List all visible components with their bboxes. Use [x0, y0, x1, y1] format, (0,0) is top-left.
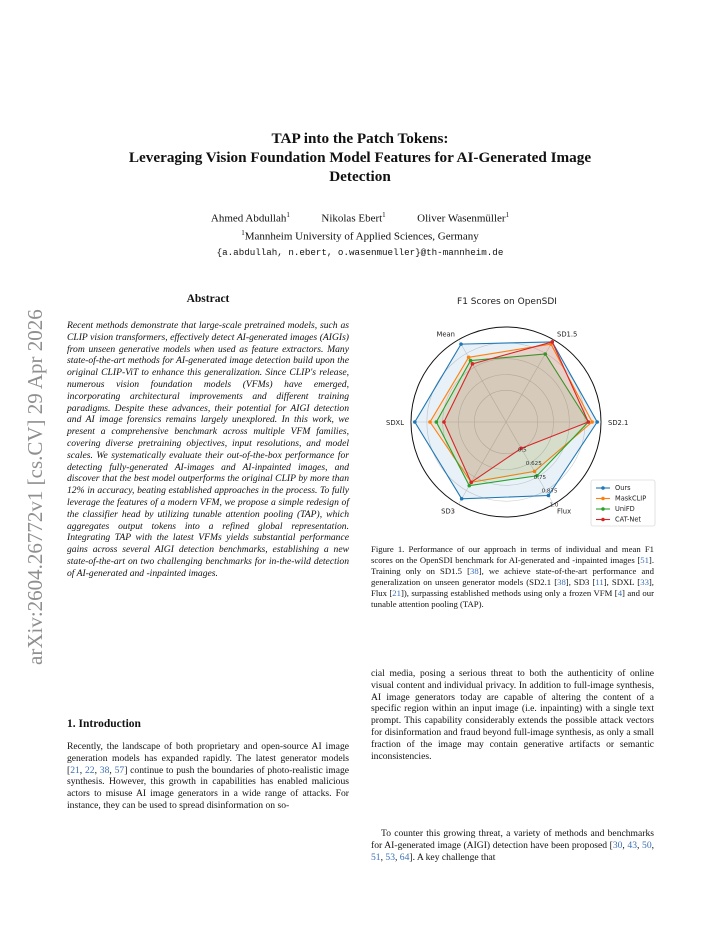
radial-tick-label: 0.625	[525, 461, 542, 468]
citation-link[interactable]: 50	[642, 839, 652, 851]
paper-title	[90, 129, 630, 186]
radial-tick-label: 0.875	[541, 488, 558, 495]
author-list: Ahmed Abdullah$^1$ Nikolas Ebert$^1$ Oliver Wasenmüller$^1$	[210, 211, 510, 225]
legend-marker	[601, 486, 605, 490]
citation-link[interactable]: 21	[70, 764, 80, 776]
figure-caption: Figure 1. Performance of our approach in terms of individual and mean F1 scores on the OpenSDI benchmark for AI-generated and -inpainted images [51]. Training only on SD1.5 [38], we achieve state-of-the-art performance and generalization on unseen generator models (SD2.1 [38], SD3 [11], SDXL [33], Flux [21]), surpassing established methods using only a frozen VFM [4] and our tunable attention pooling (TAP).	[371, 544, 654, 609]
citation-link[interactable]: 38	[470, 566, 479, 576]
radial-tick-label: 0.75	[533, 474, 547, 481]
data-point	[413, 420, 417, 424]
citation-link[interactable]: 21	[392, 588, 401, 598]
data-point	[587, 420, 591, 424]
data-point	[442, 420, 446, 424]
legend-label: UniFD	[615, 505, 635, 514]
citation-link[interactable]: 51	[371, 851, 381, 863]
citation-link[interactable]: 57	[114, 764, 125, 776]
data-point	[467, 484, 471, 488]
title-line-2: Leveraging Vision Foundation Model Features for AI-Generated Image	[128, 149, 592, 166]
radial-tick-label: 1.0	[549, 502, 559, 509]
axis-label: SD1.5	[557, 330, 578, 339]
axis-label: SD3	[441, 507, 455, 516]
author-1: Ahmed Abdullah	[210, 212, 287, 225]
data-point	[459, 342, 463, 346]
legend-label: Ours	[615, 484, 631, 493]
data-point	[460, 497, 464, 501]
citation-link[interactable]: 53	[385, 851, 395, 863]
chart-legend	[591, 480, 655, 526]
axis-label: Flux	[557, 507, 572, 516]
legend-label: CAT-Net	[615, 515, 641, 524]
author-2: Nikolas Ebert	[321, 212, 383, 225]
citation-link[interactable]: 11	[595, 577, 604, 587]
arxiv-id-text: arXiv:2604.26772v1 [cs.CV] 29 Apr 2026	[23, 309, 47, 665]
citation-link[interactable]: 43	[627, 839, 638, 851]
data-point	[590, 420, 594, 424]
affiliation-text: Mannheim University of Applied Sciences, Germany	[244, 230, 479, 243]
radar-chart	[355, 290, 670, 530]
data-point	[595, 420, 599, 424]
citation-link[interactable]: 38	[99, 764, 110, 776]
intro-paragraph-1-continued: cial media, posing a serious threat to both the authenticity of online visual content and individual privacy. In addition to full-image synthesis, AI image generators today are capable of altering the content of a specific region within an input image (i.e. inpainting) with a single text prompt. This capability considerably extends the possible attack vectors for disinformation and fraud beyond full-image synthesis, as only a small fraction of the image may contain generative artifacts or semantic inconsistencies.	[371, 668, 654, 762]
intro-paragraph-2: To counter this growing threat, a variety of methods and benchmarks for AI-generated image (AIGI) detection have been proposed [30, 43, 50, 51, 53, 64]. A key challenge that	[371, 828, 655, 863]
title-line-1: TAP into the Patch Tokens:	[271, 130, 449, 147]
citation-link[interactable]: 4	[617, 588, 623, 598]
data-point	[550, 340, 554, 344]
author-3: Oliver Wasenmüller	[417, 212, 506, 225]
legend-marker	[601, 507, 605, 511]
citation-link[interactable]: 30	[612, 839, 623, 851]
intro-paragraph-1: Recently, the landscape of both proprietary and open-source AI image generation models has expanded rapidly. The latest generator models [21, 22, 38, 57] continue to push the boundaries of photo-realistic image synthesis. However, this growth in capabilities has enabled malicious actors to misuse AI image generators in a wide range of attacks. For instance, they can be used to spread disinformation on so-	[67, 741, 350, 811]
axis-label: SDXL	[386, 419, 404, 427]
abstract-text: Recent methods demonstrate that large-scale pretrained models, such as CLIP vision transformers, effectively detect AI-generated images (AIGIs) from unseen generative models when used as feature extractors. Many state-of-the-art methods for AI-generated image detection build upon the original CLIP-ViT to enhance this generalization. Since CLIP's release, numerous vision foundation models (VFMs) have emerged, incorporating architectural improvements and different training paradigms. Despite these advances, their potential for AIGI detection and AI image forensics remains largely unexplored. In this work, we present a comprehensive benchmark across multiple VFM families, covering diverse pretraining objectives, input resolutions, and model scales. We systematically evaluate their out-of-the-box performance for detecting fully-generated AI-images and AI-inpainted images, and discover that the best model outperforms the original CLIP by more than 12% in accuracy, beating established approaches in the process. To fully leverage the features of a modern VFM, we propose a simple redesign of the classifier head by utilizing tunable attention pooling (TAP), which aggregates output tokens into a refined global representation. Integrating TAP with the latest VFMs yields substantial performance gains across several AIGI detection benchmarks, establishing a new state-of-the-art on two challenging benchmarks for in-the-wild detection of AI-generated and -inpainted images.	[67, 320, 349, 579]
chart-title: F1 Scores on OpenSDI	[457, 297, 557, 307]
section-heading-introduction: 1. Introduction	[67, 718, 141, 730]
data-point	[435, 420, 439, 424]
data-point	[469, 481, 473, 485]
axis-label: SD2.1	[608, 419, 629, 427]
radial-tick-label: 0.5	[517, 447, 527, 454]
citation-link[interactable]: 22	[85, 764, 95, 776]
legend-marker	[601, 518, 605, 522]
data-point	[471, 362, 475, 366]
legend-label: MaskCLIP	[615, 494, 647, 503]
title-line-3: Detection	[329, 168, 391, 185]
citation-link[interactable]: 38	[557, 577, 566, 587]
author-emails: {a.abdullah, n.ebert, o.wasenmueller}@th-mannheim.de	[216, 247, 504, 258]
abstract-heading: Abstract	[186, 293, 230, 305]
citation-link[interactable]: 33	[640, 577, 649, 587]
data-point	[469, 359, 473, 363]
citation-link[interactable]: 64	[399, 851, 410, 863]
data-point	[467, 355, 471, 359]
axis-label: Mean	[436, 330, 455, 339]
affiliation: $^1$Mannheim University of Applied Sciences, Germany	[241, 229, 479, 243]
citation-link[interactable]: 51	[640, 555, 649, 565]
arxiv-identifier	[6, 260, 58, 670]
legend-marker	[601, 497, 605, 501]
data-point	[428, 420, 432, 424]
